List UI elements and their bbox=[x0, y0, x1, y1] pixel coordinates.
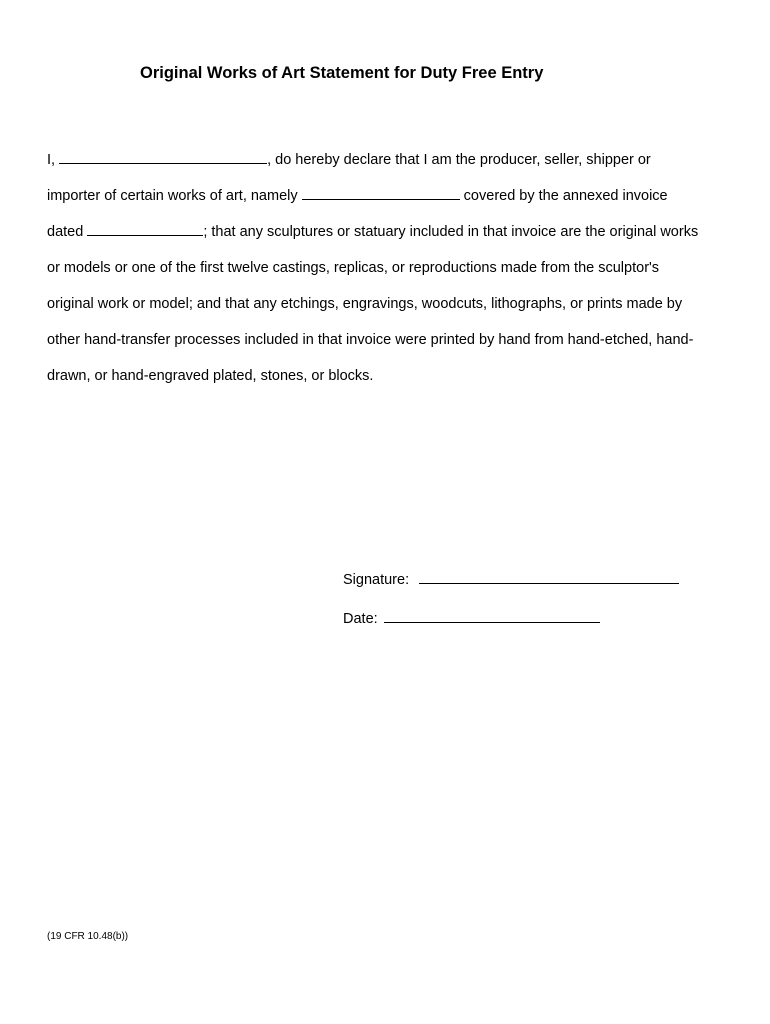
declarant-prefix-text: I, bbox=[47, 152, 60, 168]
statement-line-3 bbox=[47, 220, 737, 256]
date-field[interactable] bbox=[384, 607, 600, 623]
dated-prefix-text: dated bbox=[47, 224, 88, 240]
declaration-text: , do hereby declare that I am the producer, seller, shipper or bbox=[267, 152, 651, 168]
works-of-art-field[interactable] bbox=[302, 184, 460, 200]
signature-row bbox=[343, 568, 723, 607]
statement-line-2 bbox=[47, 184, 737, 220]
cfr-reference: (19 CFR 10.48(b)) bbox=[47, 931, 129, 942]
date-row bbox=[343, 607, 723, 646]
signature-field[interactable] bbox=[419, 568, 679, 584]
date-label: Date: bbox=[343, 611, 378, 627]
invoice-text: covered by the annexed invoice bbox=[459, 188, 668, 204]
declaration-statement bbox=[47, 148, 737, 400]
declarant-name-field[interactable] bbox=[59, 148, 267, 164]
statement-line-7: drawn, or hand-engraved plated, stones, or blocks. bbox=[47, 368, 374, 384]
signature-label: Signature: bbox=[343, 572, 410, 588]
statement-line-1 bbox=[47, 148, 737, 184]
sculptures-text: ; that any sculptures or statuary included in that invoice are the original works bbox=[203, 224, 699, 240]
page-title: Original Works of Art Statement for Duty Free Entry bbox=[140, 64, 544, 82]
invoice-date-field[interactable] bbox=[87, 220, 203, 236]
statement-line-4: or models or one of the first twelve castings, replicas, or reproductions made from the sculptor's bbox=[47, 260, 660, 276]
statement-line-6: other hand-transfer processes included in that invoice were printed by hand from hand-etched, hand- bbox=[47, 332, 694, 348]
statement-line-5: original work or model; and that any etchings, engravings, woodcuts, lithographs, or prints made by bbox=[47, 296, 683, 312]
works-prefix-text: importer of certain works of art, namely bbox=[47, 188, 302, 204]
signature-block bbox=[343, 568, 723, 646]
